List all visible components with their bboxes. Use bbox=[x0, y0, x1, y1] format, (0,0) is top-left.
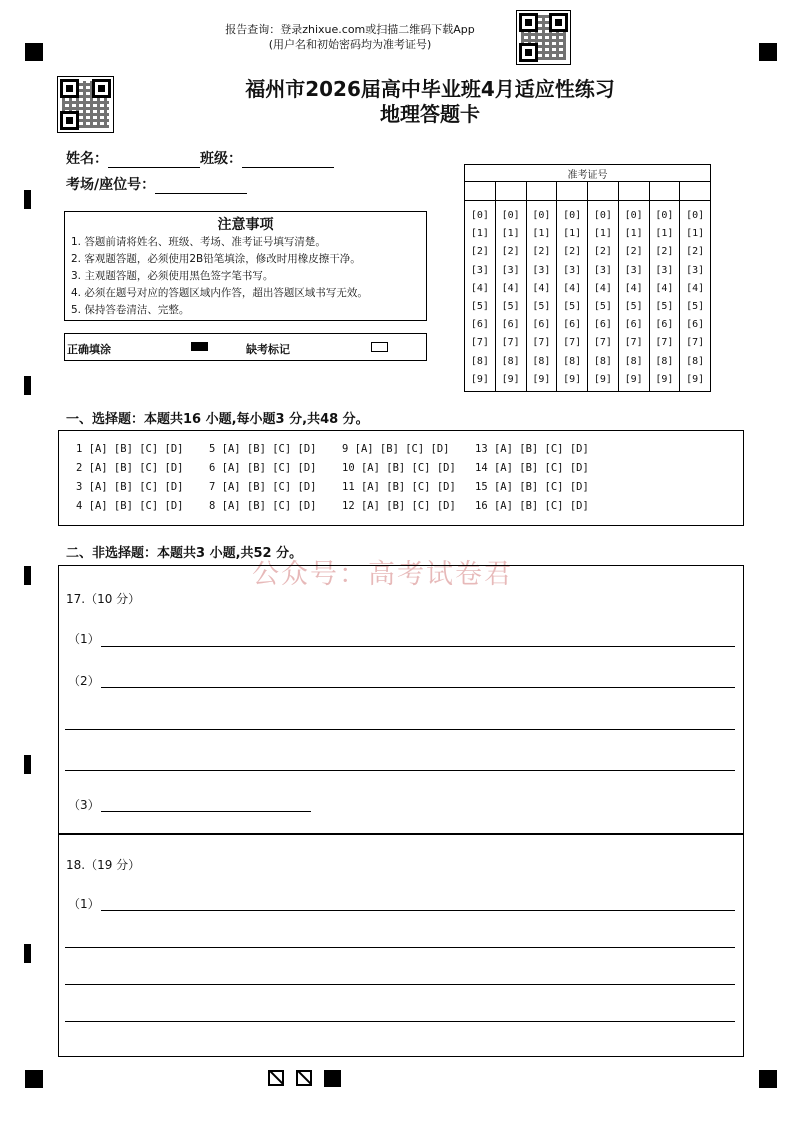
id-bubble[interactable]: [8] bbox=[470, 355, 489, 367]
report-note bbox=[180, 22, 520, 52]
timing-mark bbox=[24, 566, 31, 585]
id-bubble[interactable]: [3] bbox=[563, 264, 582, 276]
corner-mark-top-right bbox=[759, 43, 777, 61]
id-bubble[interactable]: [9] bbox=[532, 373, 551, 385]
id-bubble[interactable]: [9] bbox=[563, 373, 582, 385]
id-bubble[interactable]: [1] bbox=[624, 228, 643, 240]
id-bubble[interactable]: [6] bbox=[470, 319, 489, 331]
answer-line[interactable] bbox=[101, 811, 311, 812]
id-bubble[interactable]: [7] bbox=[501, 337, 520, 349]
id-bubble-column bbox=[557, 201, 588, 392]
id-bubble[interactable]: [8] bbox=[593, 355, 612, 367]
id-digit-cell[interactable] bbox=[649, 182, 680, 201]
q17-part3-label: （3） bbox=[68, 798, 100, 812]
id-bubble-column bbox=[465, 201, 496, 392]
id-bubble[interactable]: [3] bbox=[655, 264, 674, 276]
id-bubble[interactable]: [8] bbox=[563, 355, 582, 367]
id-bubble[interactable]: [4] bbox=[501, 282, 520, 294]
answer-line[interactable] bbox=[101, 910, 735, 911]
mc-question[interactable]: 8 [A] [B] [C] [D] bbox=[209, 500, 317, 512]
class-field[interactable] bbox=[242, 153, 334, 168]
page-mark-crossed bbox=[268, 1070, 284, 1086]
id-bubble[interactable]: [6] bbox=[593, 319, 612, 331]
seat-label: 考场/座位号： bbox=[66, 177, 156, 193]
id-bubble[interactable]: [9] bbox=[501, 373, 520, 385]
id-bubble[interactable]: [2] bbox=[655, 246, 674, 258]
id-bubble[interactable]: [3] bbox=[532, 264, 551, 276]
fill-example-box bbox=[64, 333, 427, 361]
id-bubble[interactable]: [4] bbox=[624, 282, 643, 294]
page-mark-crossed bbox=[296, 1070, 312, 1086]
id-bubble[interactable]: [2] bbox=[563, 246, 582, 258]
timing-mark bbox=[24, 755, 31, 774]
id-bubble[interactable]: [3] bbox=[501, 264, 520, 276]
mc-row bbox=[76, 478, 608, 497]
mc-row bbox=[76, 440, 608, 459]
id-bubble[interactable]: [5] bbox=[501, 301, 520, 313]
name-label: 姓名： bbox=[66, 151, 108, 167]
id-bubble[interactable]: [5] bbox=[686, 301, 705, 313]
section2-title: 二、非选择题：本题共3 小题,共52 分。 bbox=[66, 546, 303, 561]
id-bubble[interactable]: [6] bbox=[686, 319, 705, 331]
notice-item: 2. 客观题答题，必须使用2B铅笔填涂，修改时用橡皮擦干净。 bbox=[71, 253, 361, 265]
answer-line[interactable] bbox=[65, 984, 735, 985]
id-bubble-column bbox=[588, 201, 619, 392]
qr-code-top[interactable] bbox=[516, 10, 571, 65]
mc-question[interactable]: 5 [A] [B] [C] [D] bbox=[209, 443, 317, 455]
q17-part2-label: （2） bbox=[68, 674, 100, 688]
id-digit-cell[interactable] bbox=[557, 182, 588, 201]
id-bubble[interactable]: [8] bbox=[686, 355, 705, 367]
absent-label: 缺考标记 bbox=[246, 343, 290, 356]
q18-part1-label: （1） bbox=[68, 897, 100, 911]
id-digit-cell[interactable] bbox=[495, 182, 526, 201]
notice-title: 注意事项 bbox=[217, 217, 274, 233]
corner-mark-bottom-right bbox=[759, 1070, 777, 1088]
id-bubble[interactable]: [4] bbox=[563, 282, 582, 294]
id-bubble[interactable]: [7] bbox=[655, 337, 674, 349]
id-bubble-column bbox=[526, 201, 557, 392]
id-bubble[interactable]: [5] bbox=[532, 301, 551, 313]
q17-label: 17.（10 分） bbox=[66, 592, 141, 606]
name-field[interactable] bbox=[108, 153, 200, 168]
id-bubble[interactable]: [7] bbox=[532, 337, 551, 349]
report-line-2: (用户名和初始密码均为准考证号) bbox=[268, 38, 432, 51]
timing-mark bbox=[24, 944, 31, 963]
title-line-1: 福州市2026届高中毕业班4月适应性练习 bbox=[245, 77, 615, 101]
mc-question[interactable]: 15 [A] [B] [C] [D] bbox=[475, 481, 589, 493]
id-bubble[interactable]: [0] bbox=[470, 210, 489, 221]
id-bubble[interactable]: [7] bbox=[593, 337, 612, 349]
id-bubble[interactable]: [8] bbox=[655, 355, 674, 367]
id-bubble[interactable]: [7] bbox=[470, 337, 489, 349]
mc-question[interactable]: 13 [A] [B] [C] [D] bbox=[475, 443, 589, 455]
id-bubble[interactable]: [6] bbox=[563, 319, 582, 331]
id-bubble-column bbox=[649, 201, 680, 392]
mc-question[interactable]: 11 [A] [B] [C] [D] bbox=[342, 481, 456, 493]
id-bubble[interactable]: [8] bbox=[532, 355, 551, 367]
id-bubble-column bbox=[495, 201, 526, 392]
id-bubble[interactable]: [9] bbox=[624, 373, 643, 385]
mc-question[interactable]: 12 [A] [B] [C] [D] bbox=[342, 500, 456, 512]
id-bubble[interactable]: [8] bbox=[624, 355, 643, 367]
answer-line[interactable] bbox=[65, 947, 735, 948]
id-bubble[interactable]: [0] bbox=[655, 210, 674, 221]
mc-question[interactable]: 16 [A] [B] [C] [D] bbox=[475, 500, 589, 512]
mc-row bbox=[76, 459, 608, 478]
id-bubble[interactable]: [9] bbox=[470, 373, 489, 385]
mc-question[interactable]: 7 [A] [B] [C] [D] bbox=[209, 481, 317, 493]
q17-answer-box bbox=[58, 565, 744, 835]
mc-row bbox=[76, 497, 608, 516]
id-bubble[interactable]: [3] bbox=[593, 264, 612, 276]
notice-item: 5. 保持答卷清洁、完整。 bbox=[71, 304, 190, 316]
mc-question[interactable]: 9 [A] [B] [C] [D] bbox=[342, 443, 450, 455]
id-bubble[interactable]: [6] bbox=[624, 319, 643, 331]
id-bubble[interactable]: [0] bbox=[686, 210, 705, 221]
id-bubble[interactable]: [2] bbox=[686, 246, 705, 258]
class-label: 班级： bbox=[200, 151, 242, 167]
id-bubble[interactable]: [6] bbox=[655, 319, 674, 331]
mc-question[interactable]: 2 [A] [B] [C] [D] bbox=[76, 462, 184, 474]
correct-fill-mark bbox=[191, 342, 208, 351]
id-bubble[interactable]: [4] bbox=[470, 282, 489, 294]
id-digit-cell[interactable] bbox=[465, 182, 496, 201]
exam-id-grid bbox=[464, 164, 711, 392]
id-bubble[interactable]: [2] bbox=[593, 246, 612, 258]
id-bubble[interactable]: [3] bbox=[686, 264, 705, 276]
answer-line[interactable] bbox=[65, 1021, 735, 1022]
title-line-2: 地理答题卡 bbox=[380, 102, 480, 126]
q18-label: 18.（19 分） bbox=[66, 858, 141, 872]
id-digit-cell[interactable] bbox=[526, 182, 557, 201]
id-bubble[interactable]: [5] bbox=[593, 301, 612, 313]
id-digit-cell[interactable] bbox=[680, 182, 711, 201]
id-bubble[interactable]: [7] bbox=[686, 337, 705, 349]
id-bubble[interactable]: [9] bbox=[686, 373, 705, 385]
id-bubble[interactable]: [9] bbox=[655, 373, 674, 385]
id-bubble[interactable]: [1] bbox=[593, 228, 612, 240]
answer-line[interactable] bbox=[101, 687, 735, 688]
id-bubble[interactable]: [2] bbox=[470, 246, 489, 258]
id-bubble[interactable]: [4] bbox=[655, 282, 674, 294]
id-bubble[interactable]: [1] bbox=[501, 228, 520, 240]
id-bubble[interactable]: [8] bbox=[501, 355, 520, 367]
mc-question[interactable]: 6 [A] [B] [C] [D] bbox=[209, 462, 317, 474]
id-bubble[interactable]: [5] bbox=[470, 301, 489, 313]
id-bubble[interactable]: [1] bbox=[655, 228, 674, 240]
seat-field[interactable] bbox=[155, 179, 247, 194]
corner-mark-bottom-left bbox=[25, 1070, 43, 1088]
id-bubble[interactable]: [7] bbox=[563, 337, 582, 349]
id-bubble[interactable]: [5] bbox=[655, 301, 674, 313]
id-bubble[interactable]: [0] bbox=[563, 210, 582, 221]
name-class-row bbox=[66, 148, 334, 168]
section1-title: 一、选择题：本题共16 小题,每小题3 分,共48 分。 bbox=[66, 412, 369, 427]
timing-mark bbox=[24, 190, 31, 209]
report-line-1: 报告查询：登录zhixue.com或扫描二维码下载App bbox=[225, 23, 475, 36]
timing-mark bbox=[24, 376, 31, 395]
id-bubble[interactable]: [0] bbox=[501, 210, 520, 221]
id-bubble[interactable]: [0] bbox=[593, 210, 612, 221]
seat-row bbox=[66, 174, 247, 194]
q18-answer-box bbox=[58, 833, 744, 1057]
exam-id-title: 准考证号 bbox=[465, 165, 711, 182]
id-bubble[interactable]: [7] bbox=[624, 337, 643, 349]
notice-item: 4. 必须在题号对应的答题区域内作答，超出答题区域书写无效。 bbox=[71, 287, 368, 299]
mc-question[interactable]: 14 [A] [B] [C] [D] bbox=[475, 462, 589, 474]
id-bubble[interactable]: [1] bbox=[470, 228, 489, 240]
page-title bbox=[200, 77, 660, 127]
id-digit-cell[interactable] bbox=[618, 182, 649, 201]
absent-mark-box[interactable] bbox=[371, 342, 388, 352]
id-bubble[interactable]: [0] bbox=[532, 210, 551, 221]
id-bubble[interactable]: [5] bbox=[624, 301, 643, 313]
id-bubble-column bbox=[680, 201, 711, 392]
id-bubble[interactable]: [9] bbox=[593, 373, 612, 385]
id-bubble[interactable]: [3] bbox=[624, 264, 643, 276]
mc-question[interactable]: 10 [A] [B] [C] [D] bbox=[342, 462, 456, 474]
id-bubble[interactable]: [5] bbox=[563, 301, 582, 313]
answer-line[interactable] bbox=[101, 646, 735, 647]
notice-item: 1. 答题前请将姓名、班级、考场、准考证号填写清楚。 bbox=[71, 236, 326, 248]
notice-box bbox=[64, 211, 427, 321]
notice-item: 3. 主观题答题，必须使用黑色签字笔书写。 bbox=[71, 270, 274, 282]
id-bubble-column bbox=[618, 201, 649, 392]
qr-code-left[interactable] bbox=[57, 76, 114, 133]
id-bubble[interactable]: [4] bbox=[532, 282, 551, 294]
id-bubble[interactable]: [6] bbox=[501, 319, 520, 331]
id-bubble[interactable]: [2] bbox=[624, 246, 643, 258]
id-bubble[interactable]: [4] bbox=[593, 282, 612, 294]
correct-fill-label: 正确填涂 bbox=[67, 343, 111, 356]
id-digit-cell[interactable] bbox=[588, 182, 619, 201]
corner-mark-top-left bbox=[25, 43, 43, 61]
mc-question[interactable]: 1 [A] [B] [C] [D] bbox=[76, 443, 184, 455]
id-bubble[interactable]: [1] bbox=[532, 228, 551, 240]
answer-line[interactable] bbox=[65, 729, 735, 730]
q17-part1-label: （1） bbox=[68, 632, 100, 646]
id-bubble[interactable]: [6] bbox=[532, 319, 551, 331]
id-bubble[interactable]: [3] bbox=[470, 264, 489, 276]
id-bubble[interactable]: [2] bbox=[501, 246, 520, 258]
multiple-choice-box bbox=[58, 430, 744, 526]
mc-question[interactable]: 4 [A] [B] [C] [D] bbox=[76, 500, 184, 512]
answer-line[interactable] bbox=[65, 770, 735, 771]
id-bubble[interactable]: [1] bbox=[686, 228, 705, 240]
watermark: 公众号：高考试卷君 bbox=[252, 559, 513, 590]
id-bubble[interactable]: [4] bbox=[686, 282, 705, 294]
page-mark-filled bbox=[324, 1070, 341, 1087]
id-bubble[interactable]: [1] bbox=[563, 228, 582, 240]
id-bubble[interactable]: [0] bbox=[624, 210, 643, 221]
mc-question[interactable]: 3 [A] [B] [C] [D] bbox=[76, 481, 184, 493]
id-bubble[interactable]: [2] bbox=[532, 246, 551, 258]
